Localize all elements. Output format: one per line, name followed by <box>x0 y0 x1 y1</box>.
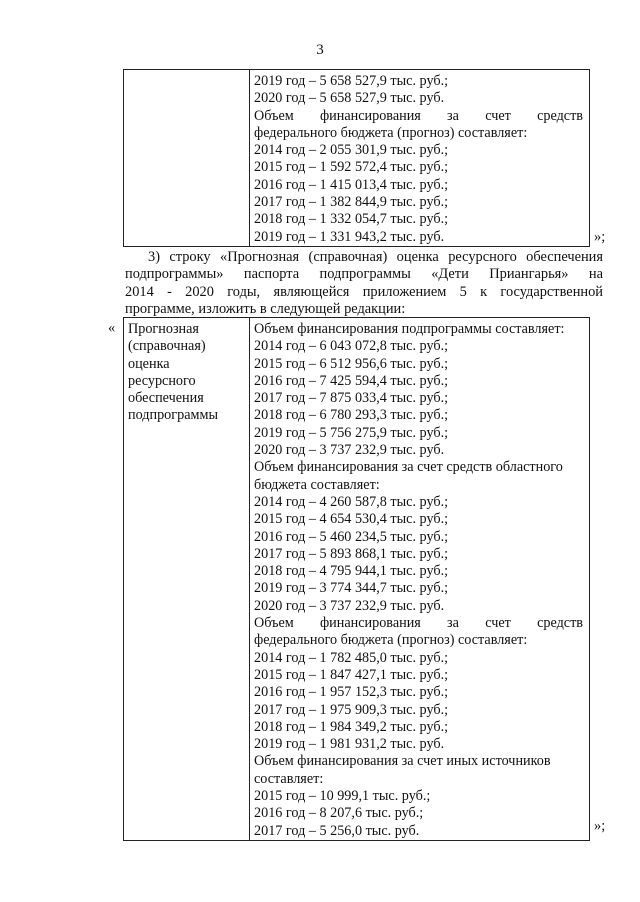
funding-line: Объем финансирования за счет средств областного <box>254 459 563 476</box>
funding-lines-cell <box>250 70 590 247</box>
funding-line: 2015 год – 10 999,1 тыс. руб.; <box>254 788 431 805</box>
row-title-line: Прогнозная <box>128 321 199 337</box>
funding-line: 2015 год – 1 592 572,4 тыс. руб.; <box>254 159 449 176</box>
funding-line: 2014 год – 1 782 485,0 тыс. руб.; <box>254 649 449 666</box>
funding-line: 2016 год – 1 415 013,4 тыс. руб.; <box>254 176 449 193</box>
funding-line: 2018 год – 1 332 054,7 тыс. руб.; <box>254 211 449 228</box>
paragraph-line: подпрограммы» паспорта подпрограммы «Дети Приангарья» на <box>125 266 603 283</box>
funding-line: 2018 год – 1 984 349,2 тыс. руб.; <box>254 718 449 735</box>
funding-line: бюджета составляет: <box>254 476 380 493</box>
funding-line: федерального бюджета (прогноз) составляет: <box>254 632 528 649</box>
funding-line: 2016 год – 1 957 152,3 тыс. руб.; <box>254 684 449 701</box>
funding-line: 2014 год – 4 260 587,8 тыс. руб.; <box>254 493 449 510</box>
funding-line: 2019 год – 5 658 527,9 тыс. руб.; <box>254 73 449 89</box>
funding-line: Объем финансирования за счет иных источников <box>254 753 551 770</box>
funding-line: 2017 год – 7 875 033,4 тыс. руб.; <box>254 390 449 407</box>
funding-line: Объем финансирования за счет средств <box>254 107 583 124</box>
funding-line: 2019 год – 5 756 275,9 тыс. руб.; <box>254 424 449 441</box>
funding-line: 2020 год – 5 658 527,9 тыс. руб. <box>254 90 445 107</box>
row-title-line: оценка <box>128 355 170 372</box>
closing-quote-1: »; <box>594 229 606 245</box>
funding-line: 2020 год – 3 737 232,9 тыс. руб. <box>254 442 445 459</box>
funding-line: 2017 год – 1 382 844,9 тыс. руб.; <box>254 194 449 211</box>
row-title-line: (справочная) <box>128 338 206 355</box>
funding-line: 2016 год – 5 460 234,5 тыс. руб.; <box>254 528 449 545</box>
paragraph-line: 2014 - 2020 годы, являющейся приложением 5 к государственной <box>125 283 603 300</box>
funding-line: 2019 год – 1 331 943,2 тыс. руб. <box>254 228 445 245</box>
funding-line: Объем финансирования подпрограммы составляет: <box>254 321 565 337</box>
paragraph-line: 3) строку «Прогнозная (справочная) оценка ресурсного обеспечения <box>148 249 603 265</box>
funding-line: 2014 год – 2 055 301,9 тыс. руб.; <box>254 142 449 159</box>
funding-lines-cell <box>250 318 590 841</box>
opening-quote: « <box>108 320 116 336</box>
funding-line: 2017 год – 1 975 909,3 тыс. руб.; <box>254 701 449 718</box>
funding-line: 2018 год – 6 780 293,3 тыс. руб.; <box>254 407 449 424</box>
funding-table-new <box>123 317 590 841</box>
instruction-paragraph <box>125 249 603 318</box>
funding-line: 2017 год – 5 256,0 тыс. руб. <box>254 822 420 839</box>
row-title-line: обеспечения <box>128 390 204 407</box>
funding-line: 2014 год – 6 043 072,8 тыс. руб.; <box>254 338 449 355</box>
row-title-cell <box>124 318 250 841</box>
funding-line: составляет: <box>254 770 324 787</box>
row-title-line: ресурсного <box>128 372 196 389</box>
funding-line: 2015 год – 4 654 530,4 тыс. руб.; <box>254 511 449 528</box>
funding-line: 2015 год – 1 847 427,1 тыс. руб.; <box>254 666 449 683</box>
funding-line: 2020 год – 3 737 232,9 тыс. руб. <box>254 597 445 614</box>
funding-line: 2017 год – 5 893 868,1 тыс. руб.; <box>254 545 449 562</box>
paragraph-line: программе, изложить в следующей редакции: <box>125 300 406 317</box>
funding-line: 2016 год – 7 425 594,4 тыс. руб.; <box>254 372 449 389</box>
left-cell-empty <box>124 70 250 247</box>
funding-line: 2015 год – 6 512 956,6 тыс. руб.; <box>254 355 449 372</box>
funding-line: 2019 год – 1 981 931,2 тыс. руб. <box>254 736 445 753</box>
funding-line: 2018 год – 4 795 944,1 тыс. руб.; <box>254 563 449 580</box>
funding-line: федерального бюджета (прогноз) составляет: <box>254 124 528 141</box>
page-number: 3 <box>316 42 324 58</box>
funding-line: 2016 год – 8 207,6 тыс. руб.; <box>254 805 424 822</box>
funding-table-continued <box>123 69 590 247</box>
funding-line: Объем финансирования за счет средств <box>254 615 583 632</box>
closing-quote-2: »; <box>594 818 606 834</box>
row-title-line: подпрограммы <box>128 407 218 424</box>
funding-line: 2019 год – 3 774 344,7 тыс. руб.; <box>254 580 449 597</box>
